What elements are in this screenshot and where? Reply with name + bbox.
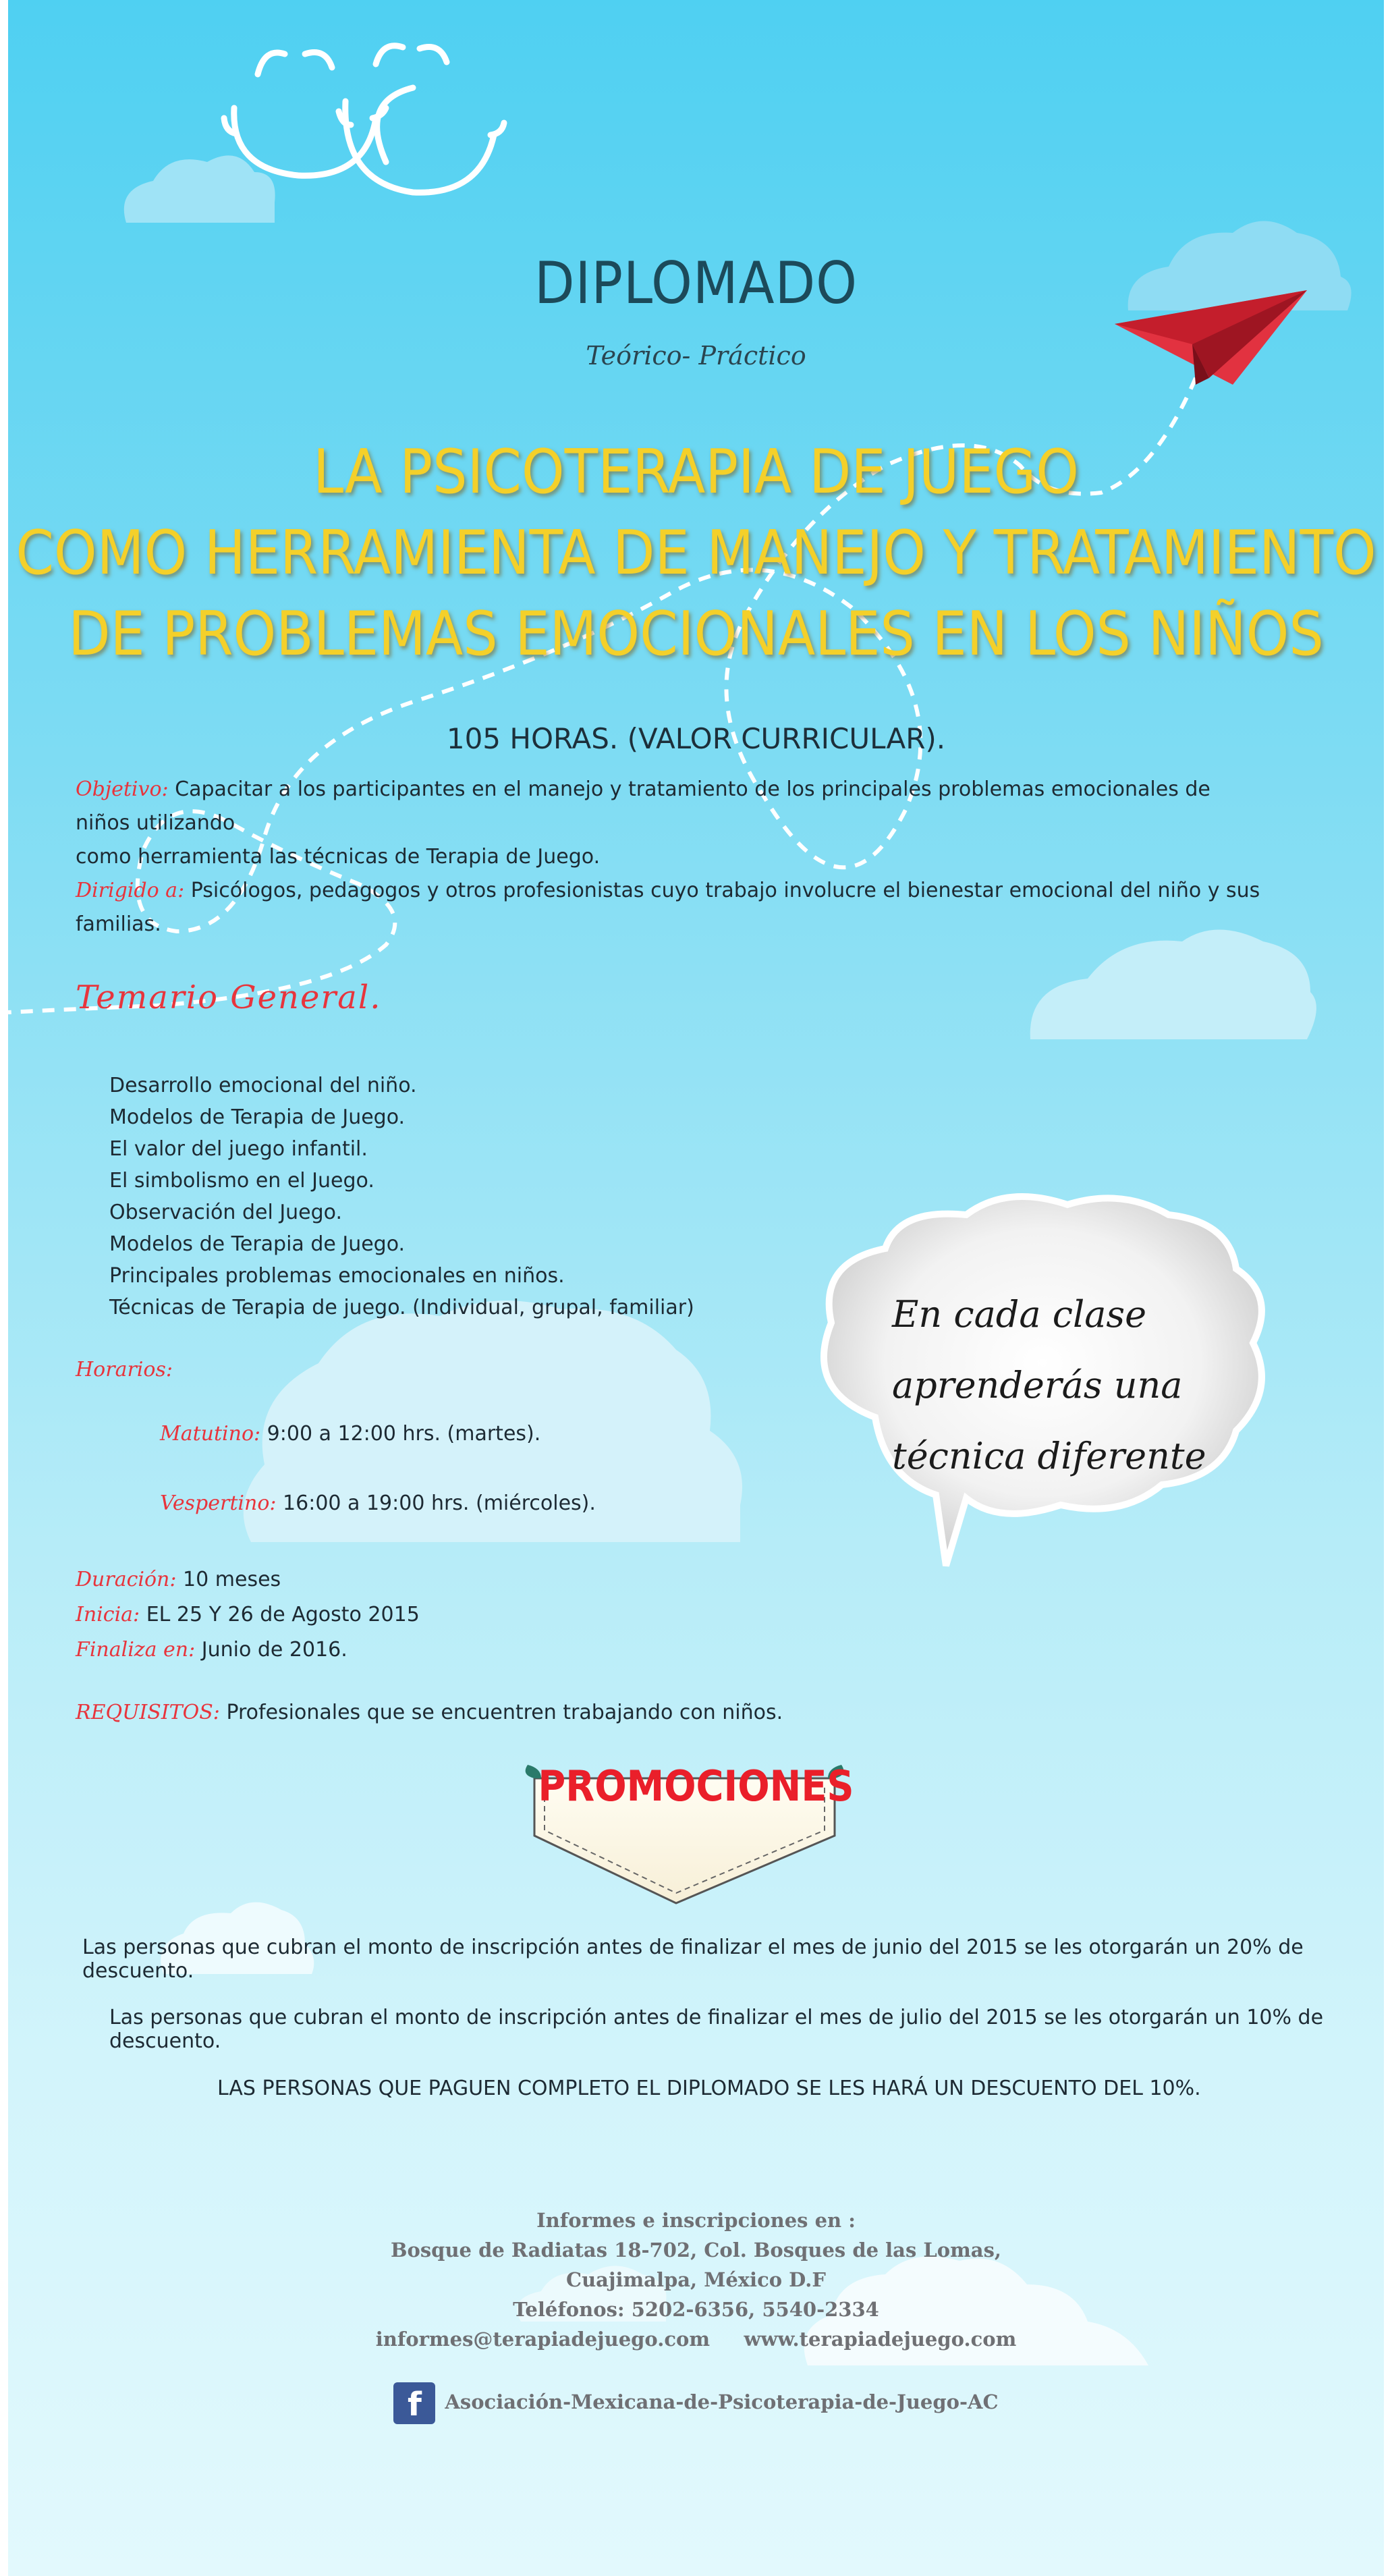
promo-line-3: LAS PERSONAS QUE PAGUEN COMPLETO EL DIPLOMADO SE LES HARÁ UN DESCUENTO DEL 10%. — [217, 2077, 1201, 2100]
bubble-line-1: En cada clase — [892, 1293, 1147, 1336]
requisitos-label: REQUISITOS: — [76, 1701, 220, 1724]
speech-bubble-text — [892, 1279, 1206, 1491]
vespertino-row — [160, 1491, 596, 1515]
finaliza-label: Finaliza en: — [76, 1638, 196, 1662]
bubble-line-3: técnica diferente — [892, 1435, 1206, 1477]
matutino-text: 9:00 a 12:00 hrs. (martes). — [267, 1422, 541, 1446]
finaliza-text: Junio de 2016. — [201, 1638, 347, 1662]
facebook-row[interactable] — [8, 2382, 1384, 2424]
promociones-title: PROMOCIONES — [538, 1761, 854, 1811]
matutino-label: Matutino: — [160, 1422, 261, 1446]
temario-item: Técnicas de Terapia de juego. (Individual, grupal, familiar) — [109, 1296, 694, 1319]
objetivo-paragraph — [76, 773, 1223, 874]
temario-item: Desarrollo emocional del niño. — [109, 1074, 417, 1097]
promo-line-2: Las personas que cubran el monto de inscripción antes de finalizar el mes de julio del 2015 se les otorgarán un 10% de descuento. — [109, 2006, 1324, 2053]
vespertino-label: Vespertino: — [160, 1491, 277, 1515]
dirigido-label: Dirigido a: — [76, 879, 185, 902]
objetivo-text-line-1: Capacitar a los participantes en el manejo y tratamiento de los principales problemas emocionales de niños utilizando — [76, 777, 1210, 835]
main-title — [8, 432, 1384, 675]
main-title-line-3: DE PROBLEMAS EMOCIONALES EN LOS NIÑOS — [68, 599, 1324, 669]
temario-item: Principales problemas emocionales en niños. — [109, 1264, 565, 1288]
matutino-row — [160, 1422, 540, 1446]
requisitos-row — [76, 1701, 783, 1724]
contact-line-1: Informes e inscripciones en : — [536, 2209, 856, 2232]
inicia-label: Inicia: — [76, 1603, 140, 1626]
temario-title: Temario General. — [76, 979, 382, 1016]
diplomado-heading: DIPLOMADO — [534, 250, 858, 317]
temario-item: Modelos de Terapia de Juego. — [109, 1232, 406, 1256]
temario-item: Observación del Juego. — [109, 1201, 343, 1224]
temario-item: Modelos de Terapia de Juego. — [109, 1105, 406, 1129]
duracion-label: Duración: — [76, 1568, 177, 1591]
dirigido-paragraph — [76, 874, 1290, 941]
main-title-line-2: COMO HERRAMIENTA DE MANEJO Y TRATAMIENTO — [16, 518, 1376, 588]
objetivo-label: Objetivo: — [76, 777, 169, 801]
bubble-line-2: aprenderás una — [892, 1364, 1183, 1406]
contact-line-2: Bosque de Radiatas 18-702, Col. Bosques de las Lomas, — [390, 2239, 1002, 2262]
duracion-block — [76, 1562, 420, 1668]
vespertino-text: 16:00 a 19:00 hrs. (miércoles). — [283, 1491, 596, 1515]
contact-line-4: Teléfonos: 5202-6356, 5540-2334 — [513, 2298, 879, 2321]
cloud-top-left — [124, 155, 275, 223]
contact-email-link[interactable]: informes@terapiadejuego.com — [375, 2328, 711, 2351]
main-title-line-1: LA PSICOTERAPIA DE JUEGO — [313, 437, 1079, 508]
promo-line-1: Las personas que cubran el monto de inscripción antes de finalizar el mes de junio del 2015 se les otorgarán un 20% de descuento. — [82, 1936, 1304, 1983]
temario-item: El simbolismo en el Juego. — [109, 1169, 374, 1193]
horarios-label-row — [76, 1358, 173, 1381]
requisitos-text: Profesionales que se encuentren trabajando con niños. — [226, 1701, 783, 1724]
horarios-label: Horarios: — [76, 1358, 173, 1381]
cloud-mid-right — [1030, 930, 1316, 1040]
inicia-text: EL 25 Y 26 de Agosto 2015 — [146, 1603, 420, 1626]
contact-block — [8, 2205, 1384, 2354]
subtitle-teorico-practico: Teórico- Práctico — [586, 341, 806, 371]
dirigido-text: Psicólogos, pedagogos y otros profesionistas cuyo trabajo involucre el bienestar emocional del niño y sus familias. — [76, 879, 1260, 936]
poster — [8, 0, 1384, 2576]
objetivo-text-line-2: como herramienta las técnicas de Terapia de Juego. — [76, 845, 601, 869]
contact-line-3: Cuajimalpa, México D.F — [566, 2268, 826, 2291]
facebook-page-link[interactable]: Asociación-Mexicana-de-Psicoterapia-de-Juego-AC — [445, 2390, 999, 2413]
temario-item: El valor del juego infantil. — [109, 1137, 368, 1161]
hours-curricular: 105 HORAS. (VALOR CURRICULAR). — [446, 722, 946, 755]
temario-list — [109, 1070, 694, 1323]
smiley-logo — [224, 46, 504, 192]
contact-links-row — [8, 2324, 1384, 2354]
contact-website-link[interactable]: www.terapiadejuego.com — [744, 2328, 1017, 2351]
duracion-text: 10 meses — [183, 1568, 281, 1591]
facebook-icon[interactable]: f — [393, 2382, 435, 2424]
